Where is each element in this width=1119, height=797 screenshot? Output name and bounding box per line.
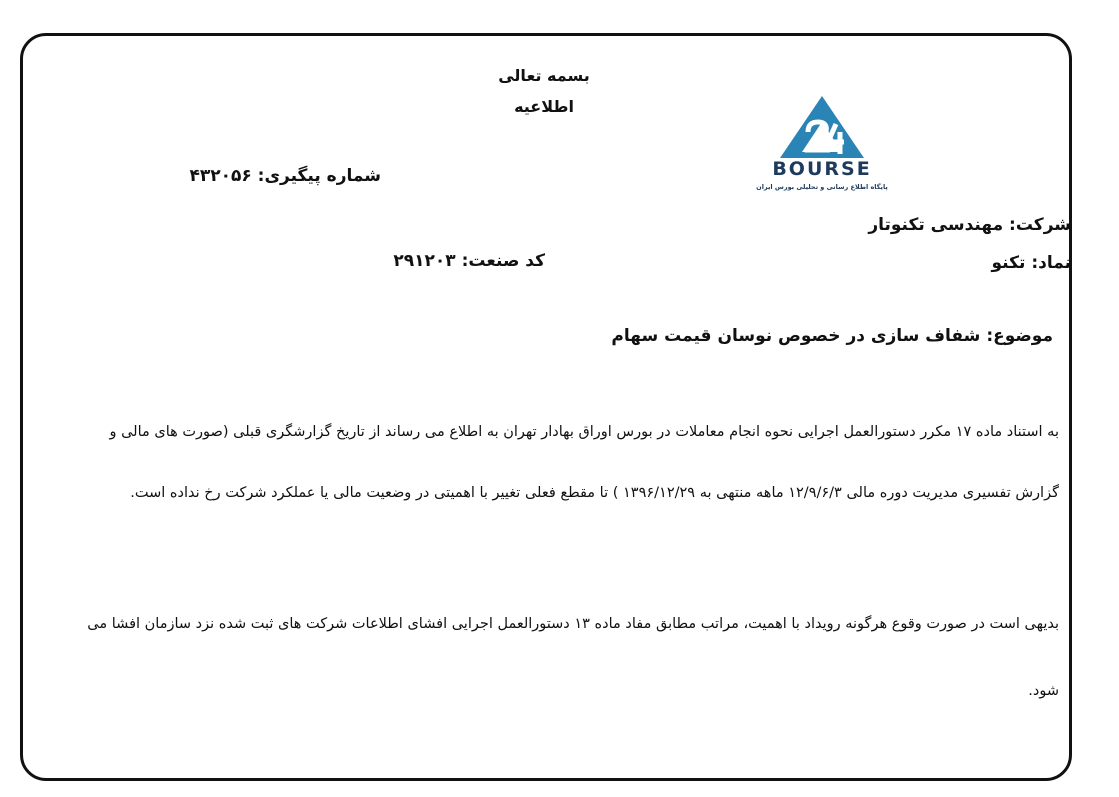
paragraph1-line1: به استناد ماده ۱۷ مکرر دستورالعمل اجرایی نحوه انجام معاملات در بورس اوراق بهادار تهران به اطلاع می رساند از تاریخ گزارشگری قبلی (صورت های مالی و [109, 424, 1059, 440]
bourse-logo-icon [752, 92, 892, 192]
logo-tagline: پایگاه اطلاع رسانی و تحلیلی بورس ایران [756, 183, 888, 191]
logo-wordmark: BOURSE [772, 158, 872, 180]
tracking-label: شماره پیگیری: [257, 166, 381, 186]
paragraph2-line2: شود. [1028, 683, 1059, 699]
symbol-label: نماد: [1031, 253, 1071, 273]
tracking-number: ۴۳۲۰۵۶ [189, 166, 252, 186]
industry-code-value: ۲۹۱۲۰۳ [393, 251, 456, 271]
tracking-number-row [189, 166, 381, 186]
invocation-heading: بسمه تعالی [498, 66, 590, 85]
bourse-logo [752, 92, 892, 192]
symbol-value: تکنو [991, 253, 1026, 273]
company-name: مهندسی تکنوتار [868, 215, 1004, 235]
subject-text: شفاف سازی در خصوص نوسان قیمت سهام [611, 326, 981, 346]
company-row [868, 215, 1071, 235]
subject-row [611, 326, 1053, 346]
paragraph2-line1: بدیهی است در صورت وقوع هرگونه رویداد با اهمیت، مراتب مطابق مفاد ماده ۱۳ دستورالعمل اجرایی افشای اطلاعات شرکت های ثبت شده نزد سازمان افشا می [87, 616, 1059, 632]
paragraph1-line2: گزارش تفسیری مدیریت دوره مالی ۱۲/۹/۶/۳ ماهه منتهی به ۱۳۹۶/۱۲/۲۹ ) تا مقطع فعلی تغییر با اهمیتی در وضعیت مالی یا عملکرد شرکت رخ نداده است. [130, 485, 1059, 501]
company-label: شرکت: [1009, 215, 1071, 235]
document-frame [20, 33, 1072, 781]
subject-label: موضوع: [986, 326, 1053, 346]
symbol-row [992, 253, 1071, 273]
notice-title: اطلاعیه [514, 97, 574, 116]
industry-code-label: کد صنعت: [461, 251, 545, 271]
industry-code-row [393, 251, 545, 271]
